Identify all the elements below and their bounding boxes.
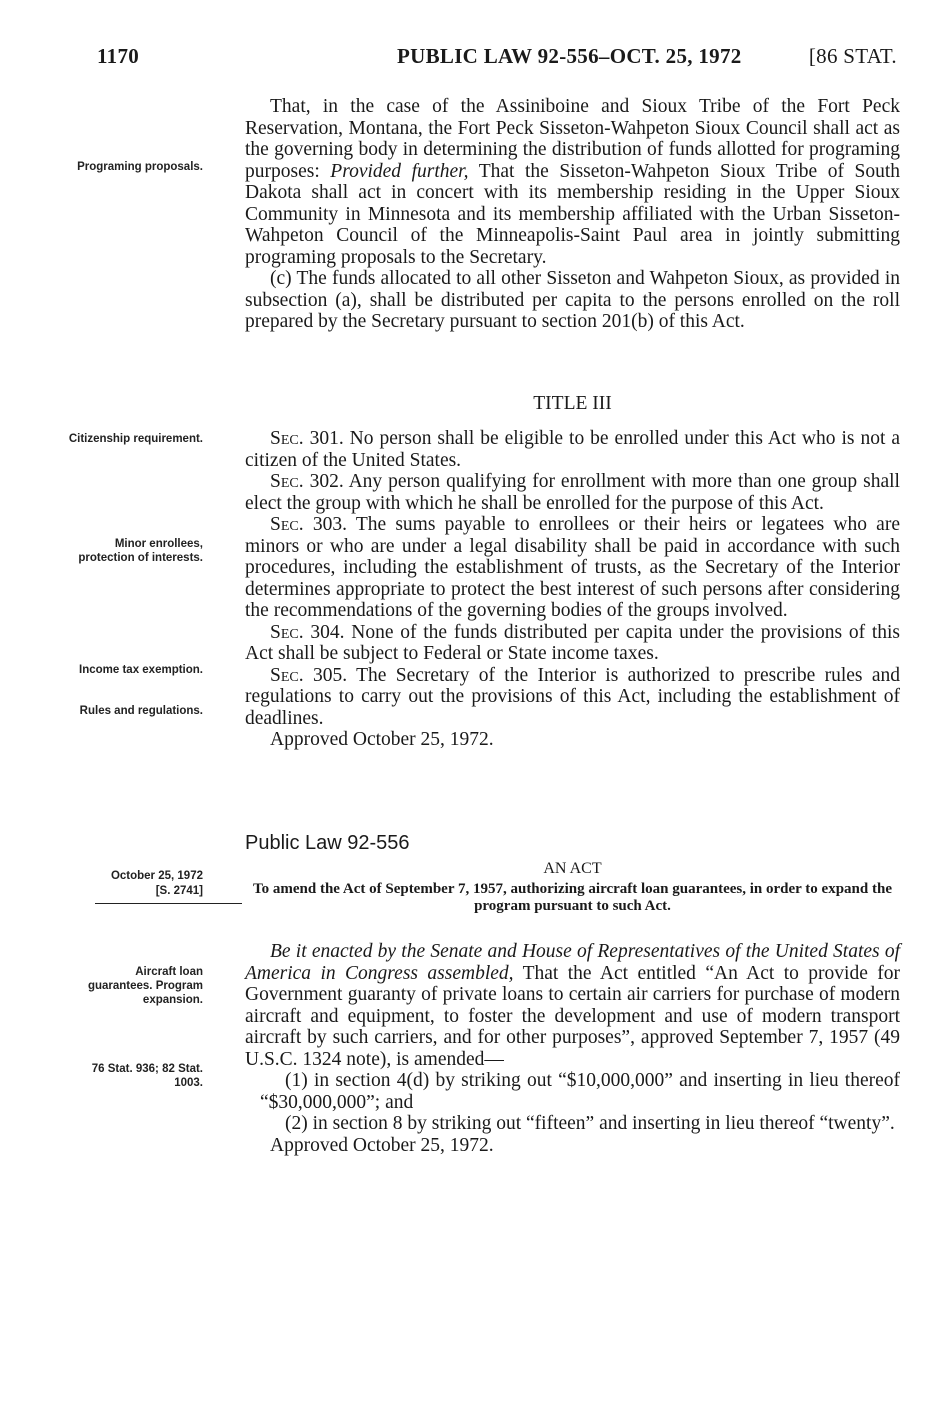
margin-note-date: October 25, 1972 [110,870,203,882]
page-number: 1170 [97,44,140,68]
sec-302 [245,471,900,514]
para1-cont: That the Sisseton-Wahpeton Sioux Tribe of South Dakota shall act in concert with its membership residing in the Upper Sioux Community in Minnesota and its membership affiliated with the Urban Sisseton-Wahpeton Council of the Minneapolis-Saint Paul area in jointly submitting programing proposals to the Secretary. [245,160,901,268]
margin-note-income-tax: Income tax exemption. [79,664,203,676]
amendment-item-2: (2) in section 8 by striking out “fifteen” and inserting in lieu thereof “twenty”. [285,1113,895,1134]
an-act-caption: AN ACT [543,860,602,877]
margin-note-programing: Programing proposals. [77,161,203,173]
margin-note-minor: Minor enrollees, protection of interests. [78,538,203,564]
enacting-clause: Be it enacted by the Senate and House of Representatives of the United States of America in Congress assembled, [245,941,900,984]
paragraph-c: (c) The funds allocated to all other Sisseton and Wahpeton Sioux, as provided in subsection (a), shall be distributed per capita to the persons enrolled on the roll prepared by the Secretary pursuant to section 201(b) of this Act. [245,268,900,332]
sec-303 [245,514,900,622]
sec-301-text: No person shall be eligible to be enrolled under this Act who is not a citizen of the United States. [245,428,900,471]
title-iii-heading: TITLE III [533,393,612,414]
sec-305-text: The Secretary of the Interior is authorized to prescribe rules and regulations to carry out the provisions of this Act, including the establishment of deadlines. [245,664,900,729]
law2-body [245,941,900,1156]
title-iii-sections [245,428,900,751]
sec-305 [245,665,900,730]
amendment-list [245,1070,900,1135]
para1-text: That, in the case of the Assiniboine and Sioux Tribe of the Fort Peck Reservation, Montana, the Fort Peck Sisseton-Wahpeton Sioux Council shall act as the governing body in determining the distribution of funds allotted for programing purposes: [245,96,900,182]
margin-note-rules: Rules and regulations. [79,705,203,717]
proviso: Provided further, [330,160,469,182]
section-a-text [245,96,900,333]
sec-302-label: Sec. 302. [270,471,344,492]
sec-304-label: Sec. 304. [270,621,345,643]
sec-303-label: Sec. 303. [270,514,347,535]
amendment-item-1: (1) in section 4(d) by striking out “$10,000,000” and inserting in lieu thereof “$30,000,000”; and [260,1070,900,1113]
approved-date-1: Approved October 25, 1972. [270,729,494,750]
margin-note-stat: 76 Stat. 936; 82 Stat. 1003. [91,1063,203,1089]
sec-304-text: None of the funds distributed per capita under the provisions of this Act shall be subject to Federal or State income taxes. [245,621,900,664]
public-law-name: Public Law 92-556 [245,832,410,854]
margin-note-bill: [S. 2741] [155,885,203,897]
act-purpose: To amend the Act of September 7, 1957, authorizing aircraft loan guarantees, in order to expand the program pursuant to such Act. [252,881,892,914]
running-title: PUBLIC LAW 92-556–OCT. 25, 1972 [397,44,742,68]
page-header [97,44,897,74]
margin-note-citizenship: Citizenship requirement. [68,433,203,445]
paragraph-programing [245,96,900,268]
enacting-body: That the Act entitled “An Act to provide for Government guaranty of private loans to certain air carriers for purchase of modern aircraft and equipment, to foster the development and use of modern transport aircraft by such carriers, and for other purposes”, approved September 7, 1957 (49 U.S.C. 1324 note), is amended— [245,962,901,1070]
margin-note-aircraft: Aircraft loan guarantees. Program expansion. [87,966,203,1006]
margin-rule [95,903,242,904]
sec-304 [245,622,900,665]
sec-302-text: Any person qualifying for enrollment with more than one group shall elect the group with which he shall be enrolled for the purpose of this Act. [245,471,900,514]
sec-301-label: Sec. 301. [270,428,344,449]
approved-date-2: Approved October 25, 1972. [270,1134,494,1156]
sec-301 [245,428,900,471]
enacting-paragraph [245,941,900,1070]
sec-303-text: The sums payable to enrollees or their heirs or legatees who are minors or who are under a legal disability shall be paid in accordance with such procedures, including the establishment of trusts, as the Secretary of the Interior determines appropriate to protect the best interest of such persons after considering the recommendations of the governing bodies of the groups involved. [245,514,900,621]
sec-305-label: Sec. 305. [270,664,348,686]
volume-reference: [86 STAT. [808,44,897,68]
